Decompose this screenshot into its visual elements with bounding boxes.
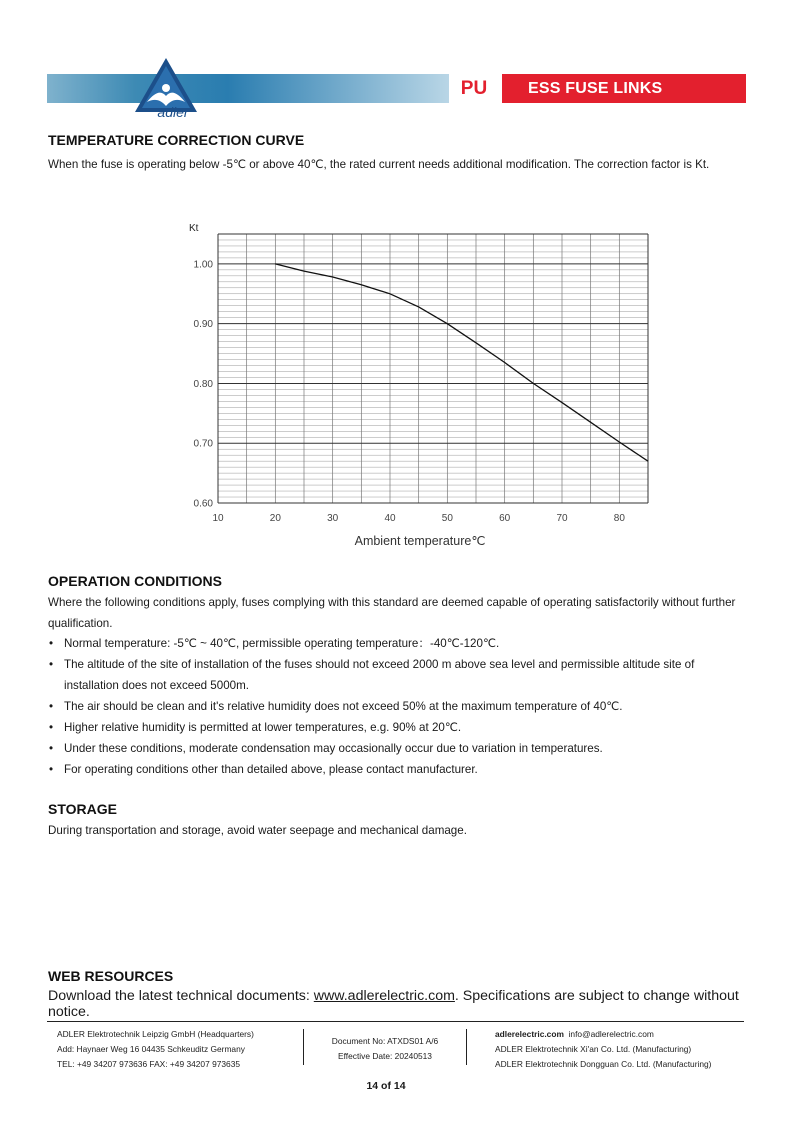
footer-email[interactable]: info@adlerelectric.com [568, 1029, 654, 1039]
footer-address: Add: Haynaer Weg 16 04435 Schkeuditz Germany [57, 1044, 245, 1054]
list-item: • Higher relative humidity is permitted at lower temperatures, e.g. 90% at 20℃. [48, 717, 738, 738]
x-tick-label: 40 [384, 513, 396, 524]
temp-section-title: TEMPERATURE CORRECTION CURVE [48, 132, 305, 148]
x-tick-label: 20 [269, 513, 281, 524]
operation-title: OPERATION CONDITIONS [48, 573, 222, 589]
y-tick-label: 0.60 [193, 498, 213, 510]
x-tick-label: 80 [613, 513, 625, 524]
y-tick-label: 0.90 [193, 319, 213, 331]
footer-company: ADLER Elektrotechnik Leipzig GmbH (Headquarters) [57, 1029, 254, 1039]
page-number: 14 of 14 [366, 1080, 406, 1092]
product-code: PU [460, 78, 488, 99]
temp-section-text: When the fuse is operating below -5℃ or above 40℃, the rated current needs additional modification. The correction factor is Kt. [48, 158, 710, 171]
product-title: ESS FUSE LINKS [528, 80, 663, 97]
storage-title: STORAGE [48, 801, 117, 817]
footer-divider [47, 1021, 744, 1022]
list-item: • For operating conditions other than detailed above, please contact manufacturer. [48, 759, 738, 780]
operation-intro: Where the following conditions apply, fuses complying with this standard are deemed capable of operating satisfactorily without further qualification. [48, 596, 736, 630]
footer-site[interactable]: adlerelectric.com [495, 1029, 564, 1039]
web-title: WEB RESOURCES [48, 968, 174, 984]
footer-headquarters [57, 1027, 297, 1072]
footer-phone: TEL: +49 34207 973636 FAX: +49 34207 973635 [57, 1059, 241, 1069]
y-tick-label: 1.00 [193, 259, 213, 271]
list-item: • Normal temperature: -5℃ ~ 40℃, permissible operating temperature：-40℃-120℃. [48, 633, 738, 654]
document-number: Document No: ATXDS01 A/6 [331, 1036, 439, 1046]
x-tick-label: 30 [327, 513, 339, 524]
y-tick-label: 0.80 [193, 378, 213, 390]
header-banner-blue [47, 74, 449, 103]
web-text-after: . Specifications are subject to change without notice. [48, 988, 739, 1020]
footer-separator [303, 1029, 304, 1065]
x-axis-label: Ambient temperature℃ [354, 534, 486, 548]
footer-factory-dongguan: ADLER Elektrotechnik Dongguan Co. Ltd. (Manufacturing) [495, 1059, 712, 1069]
list-item: • The altitude of the site of installation of the fuses should not exceed 2000 m above sea level and permissible altitude site of installation does not exceed 5000m. [48, 654, 738, 696]
storage-text: During transportation and storage, avoid water seepage and mechanical damage. [48, 824, 467, 837]
operation-list [48, 633, 738, 780]
temperature-correction-chart [175, 215, 675, 555]
x-tick-label: 70 [556, 513, 568, 524]
web-text-before: Download the latest technical documents: [48, 988, 314, 1004]
web-text [48, 988, 768, 1020]
y-tick-label: 0.70 [193, 438, 213, 450]
kt-curve-line [275, 264, 648, 461]
logo-wordmark: adler [157, 104, 189, 120]
list-item: • The air should be clean and it's relative humidity does not exceed 50% at the maximum temperature of 40℃. [48, 696, 738, 717]
footer-separator [466, 1029, 467, 1065]
effective-date: Effective Date: 20240513 [338, 1051, 432, 1061]
x-tick-label: 50 [441, 513, 453, 524]
list-item: • Under these conditions, moderate condensation may occasionally occur due to variation in temperatures. [48, 738, 738, 759]
footer-contacts [495, 1027, 745, 1072]
footer-factory-xian: ADLER Elektrotechnik Xi'an Co. Ltd. (Manufacturing) [495, 1044, 692, 1054]
x-tick-label: 60 [499, 513, 511, 524]
x-tick-label: 10 [212, 513, 224, 524]
website-link[interactable]: www.adlerelectric.com [313, 988, 455, 1004]
footer-document-info [310, 1034, 460, 1064]
y-axis-label: Kt [189, 223, 199, 234]
